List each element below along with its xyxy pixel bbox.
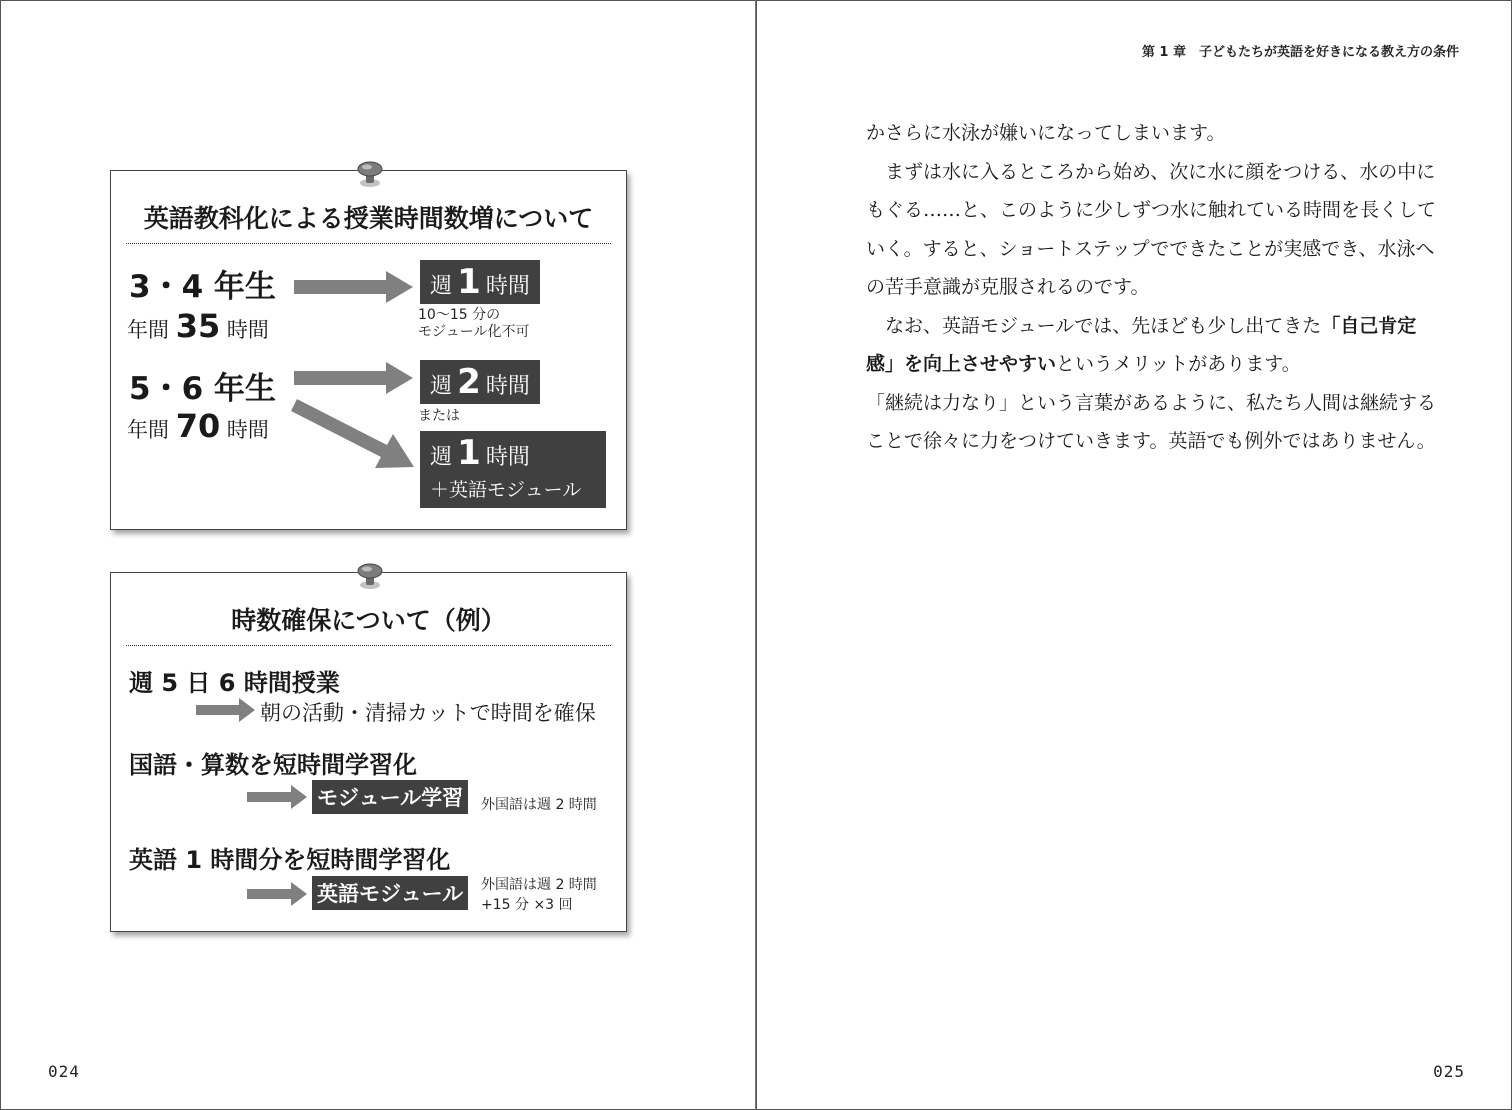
- grade34-note: 10〜15 分の モジュール化不可: [418, 307, 530, 340]
- card-title: 英語教科化による授業時間数増について: [126, 199, 611, 244]
- body-text: [866, 114, 1436, 461]
- weekly-1-hour-box: 週 1 時間: [420, 260, 540, 304]
- paragraph: かさらに水泳が嫌いになってしまいます。: [866, 122, 1226, 144]
- hours-securing-card: [110, 572, 627, 932]
- weekly-1-hour-module-box: 週 1 時間 ＋英語モジュール: [420, 431, 606, 508]
- arrow-item1: [196, 698, 255, 722]
- arrow-item2: [247, 785, 307, 809]
- arrow-grade56-b: [291, 399, 414, 468]
- page-number: 024: [48, 1062, 80, 1081]
- page-number: 025: [1433, 1062, 1465, 1081]
- emphasis-text: 「自己肯定感」を向上させやすい: [866, 314, 1417, 375]
- item2-note: 外国語は週 2 時間: [481, 797, 597, 813]
- grade-34-label: 3・4 年生: [129, 269, 276, 305]
- paragraph: まずは水に入るところから始め、次に水に顔をつける、水の中にもぐる……と、このように少しずつ水に触れている時間を長くしていく。すると、ショートステップでできたことが実感でき、水泳への苦手意識が克服されるのです。: [866, 160, 1437, 298]
- item1-text: 朝の活動・清掃カットで時間を確保: [260, 701, 596, 725]
- paragraph: なお、英語モジュールでは、先ほども少し出てきた「自己肯定感」を向上させやすいというメリットがあります。: [866, 314, 1417, 375]
- or-label: または: [418, 408, 460, 424]
- item3-note: 外国語は週 2 時間 +15 分 ×3 回: [481, 877, 597, 913]
- grade-34-annual: 年間 35 時間: [127, 307, 269, 345]
- weekly-2-hour-box: 週 2 時間: [420, 360, 540, 404]
- card-title: 時数確保について（例）: [126, 601, 611, 646]
- item1-heading: 週 5 日 6 時間授業: [129, 669, 340, 697]
- arrow-grade34: [294, 271, 413, 303]
- english-module-box: 英語モジュール: [312, 876, 468, 910]
- grade-56-annual: 年間 70 時間: [127, 407, 269, 445]
- grade-56-label: 5・6 年生: [129, 371, 276, 407]
- arrow-item3: [247, 882, 307, 906]
- hours-increase-card: [110, 170, 627, 530]
- arrow-grade56-a: [294, 362, 413, 394]
- paragraph: 「継続は力なり」という言葉があるように、私たち人間は継続することで徐々に力をつけていきます。英語でも例外ではありません。: [866, 391, 1437, 452]
- item3-heading: 英語 1 時間分を短時間学習化: [129, 846, 451, 874]
- module-learning-box: モジュール学習: [312, 780, 468, 814]
- running-head: 第 1 章 子どもたちが英語を好きになる教え方の条件: [1141, 45, 1459, 60]
- item2-heading: 国語・算数を短時間学習化: [129, 751, 417, 779]
